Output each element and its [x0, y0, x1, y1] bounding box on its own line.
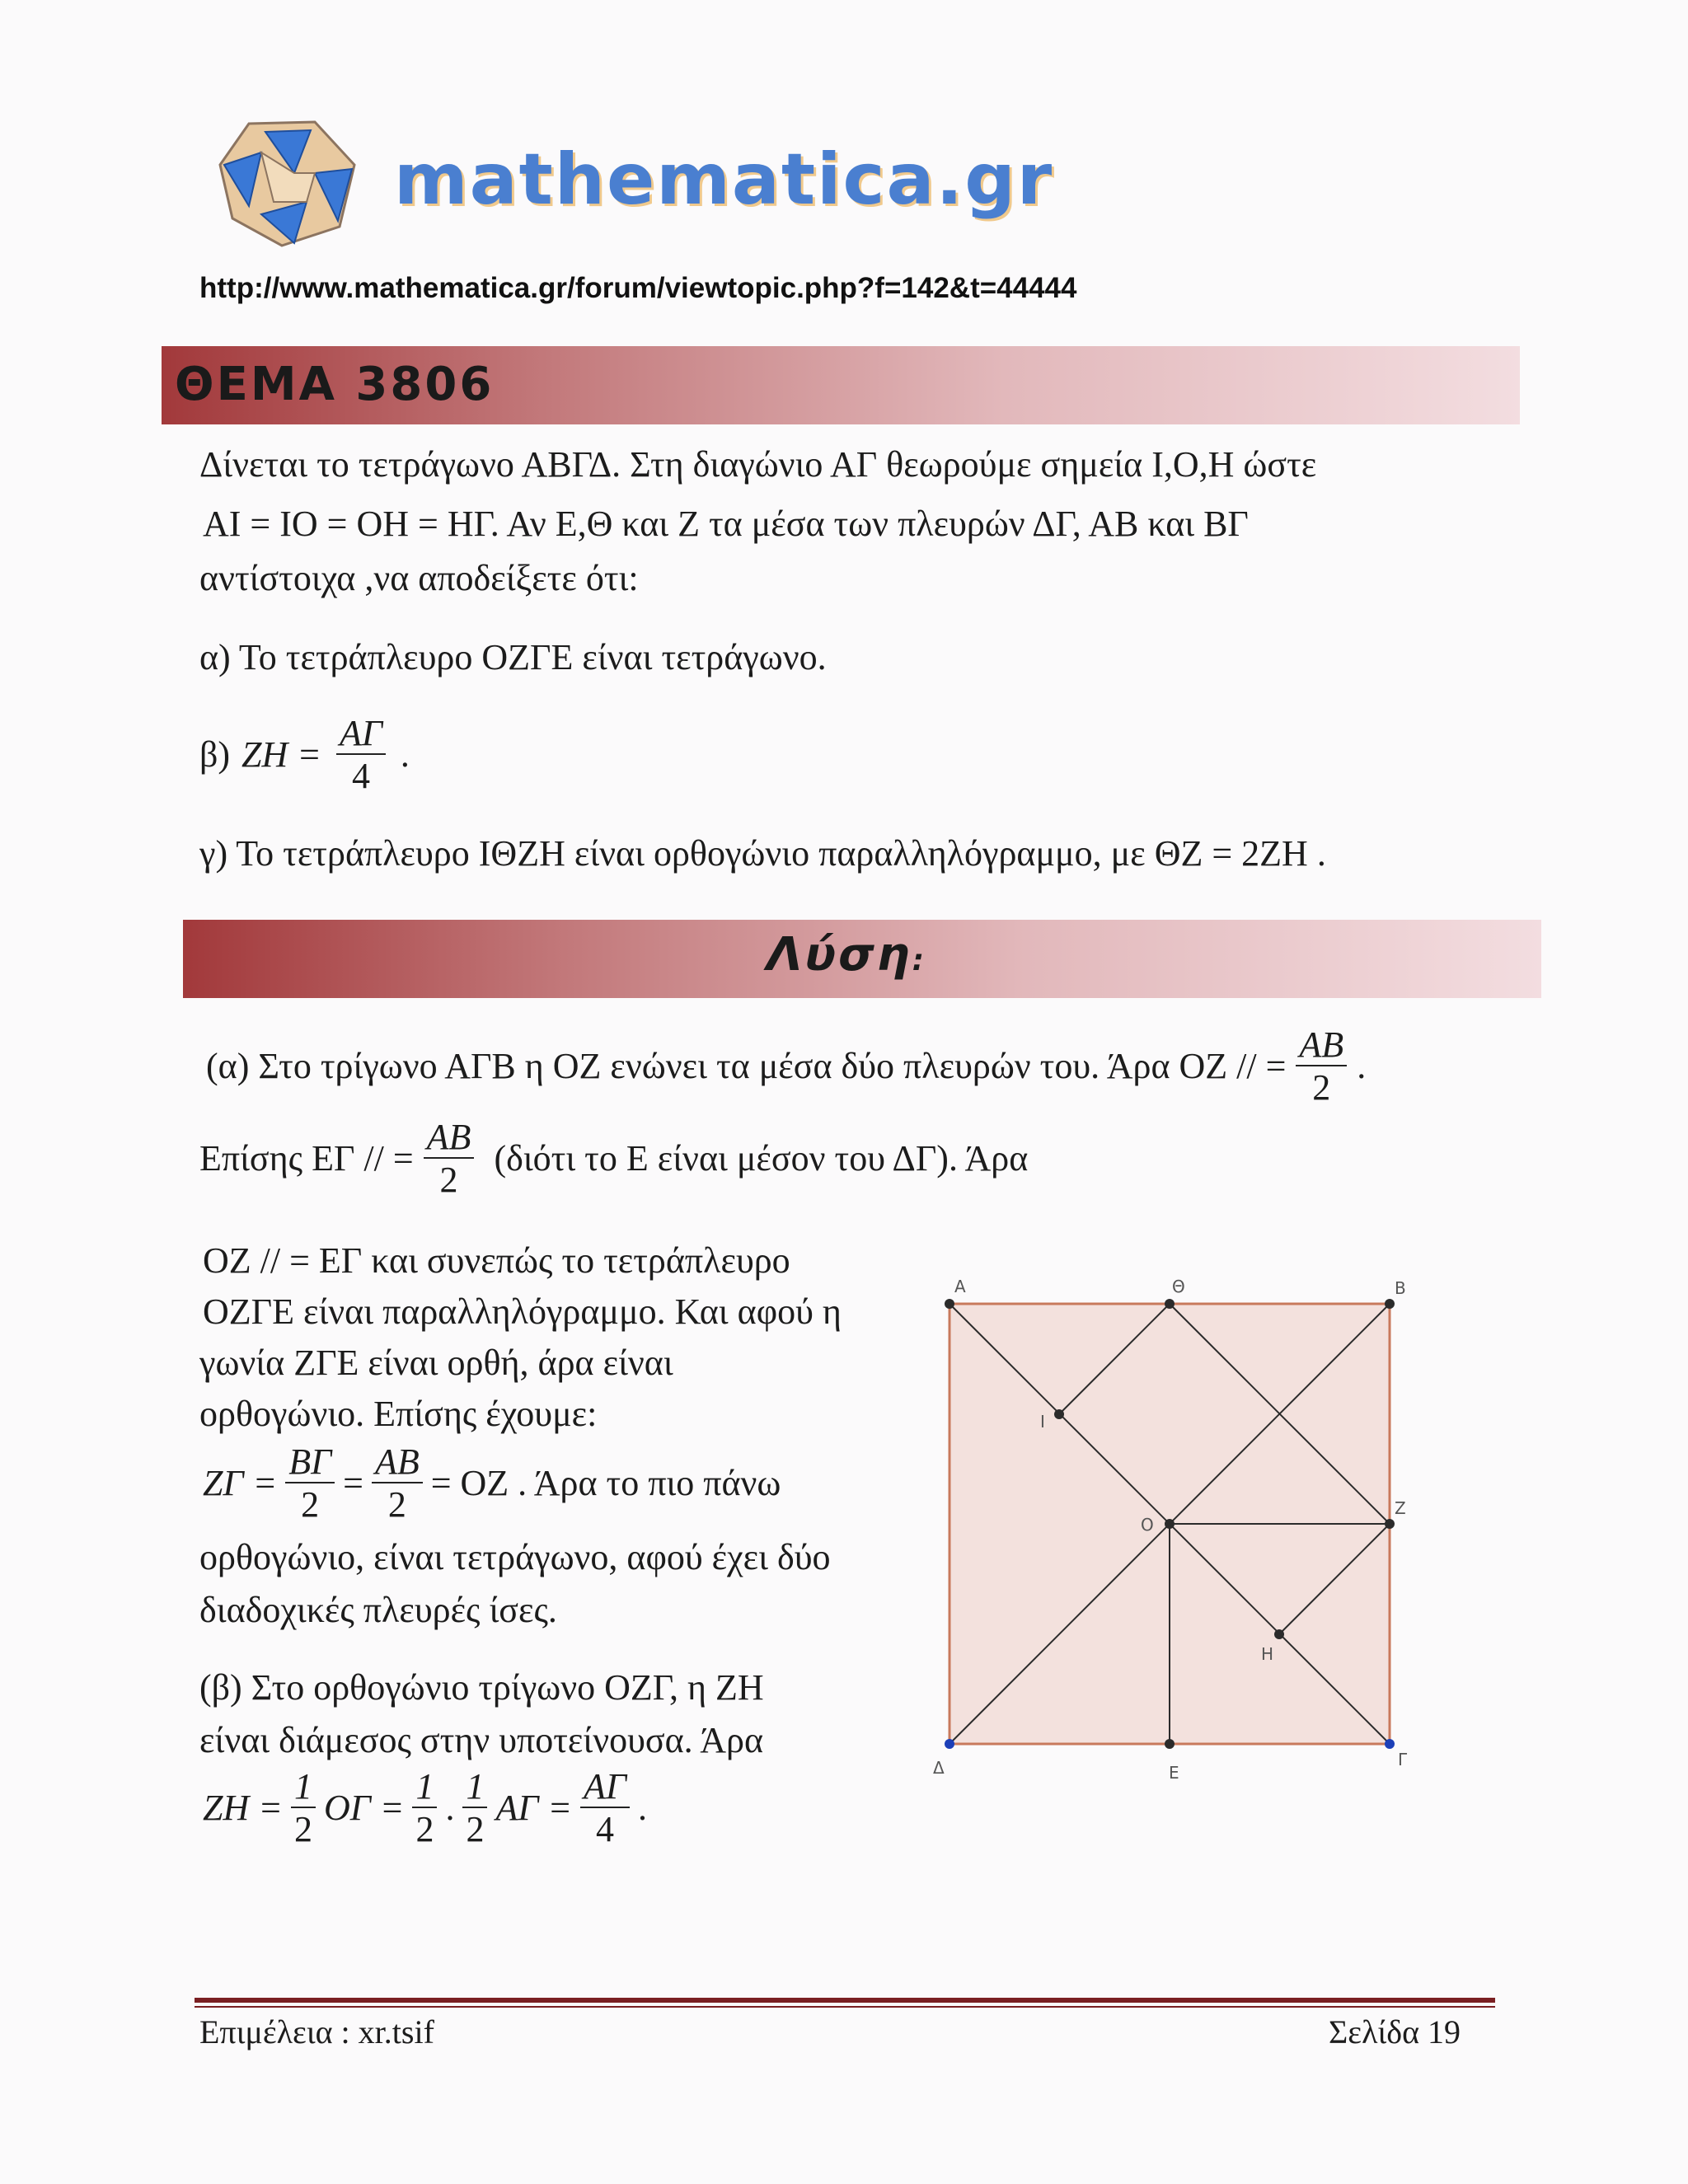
- solution-title-colon: :: [912, 944, 927, 977]
- solution-line-12-num-3: 1: [462, 1769, 487, 1808]
- problem-intro-line-1: Δίνεται το τετράγωνο ΑΒΓΔ. Στη διαγώνιο ΑΓ θεωρούμε σημεία Ι,Ο,Η ώστε: [199, 444, 1317, 485]
- part-b-numerator: ΑΓ: [336, 715, 386, 755]
- solution-line-12-lhs: ΖΗ =: [203, 1788, 283, 1828]
- label-delta: Δ: [933, 1758, 945, 1778]
- solution-line-1: [206, 1024, 1367, 1108]
- solution-line-7-lhs: ΖΓ =: [203, 1463, 278, 1503]
- square-figure: [923, 1269, 1451, 1797]
- solution-line-10: (β) Στο ορθογώνιο τρίγωνο ΟΖΓ, η ΖΗ: [199, 1667, 764, 1708]
- polyhedron-logo-icon: [216, 115, 360, 247]
- label-gamma: Γ: [1398, 1750, 1408, 1769]
- problem-part-b: [199, 715, 410, 794]
- solution-line-7-num-2: ΑΒ: [372, 1444, 423, 1483]
- solution-line-2-numerator: ΑΒ: [424, 1119, 475, 1159]
- point-i: [1054, 1409, 1064, 1419]
- logo: [216, 115, 360, 247]
- part-b-denominator: 4: [351, 756, 370, 796]
- problem-part-c: γ) Το τετράπλευρο ΙΘΖΗ είναι ορθογώνιο παραλληλόγραμμο, με ΘΖ = 2ΖΗ .: [199, 833, 1326, 874]
- solution-line-3: ΟΖ // = ΕΓ και συνεπώς το τετράπλευρο: [203, 1240, 790, 1281]
- solution-line-2-text: Επίσης ΕΓ // =: [199, 1138, 414, 1179]
- solution-line-7-end: = ΟΖ . Άρα το πιο πάνω: [430, 1463, 781, 1503]
- solution-line-7-fraction-1: [285, 1441, 335, 1525]
- point-theta: [1165, 1299, 1175, 1309]
- part-b-period: .: [400, 734, 410, 775]
- label-b: Β: [1395, 1278, 1406, 1298]
- solution-line-12-fraction-2: [412, 1766, 437, 1849]
- solution-line-12-den-3: 2: [466, 1809, 485, 1849]
- solution-line-1-denominator: 2: [1312, 1067, 1331, 1108]
- solution-line-1-text: (α) Στο τρίγωνο ΑΓΒ η ΟΖ ενώνει τα μέσα δύο πλευρών του. Άρα ΟΖ // =: [206, 1046, 1287, 1086]
- solution-line-5: γωνία ΖΓΕ είναι ορθή, άρα είναι: [199, 1343, 673, 1383]
- solution-line-2-denominator: 2: [439, 1160, 458, 1200]
- point-a: [945, 1299, 954, 1309]
- solution-line-7-den-2: 2: [387, 1484, 406, 1525]
- solution-line-12-period: .: [637, 1788, 647, 1828]
- solution-line-12-den-1: 2: [293, 1809, 312, 1849]
- solution-line-7-num-1: ΒΓ: [285, 1444, 335, 1483]
- solution-line-2-fraction: [424, 1119, 475, 1198]
- solution-line-1-fraction: [1296, 1024, 1347, 1108]
- label-z: Ζ: [1395, 1498, 1406, 1518]
- solution-line-2-end: (διότι το Ε είναι μέσον του ΔΓ). Άρα: [494, 1138, 1029, 1179]
- part-b-label: β): [199, 734, 231, 775]
- solution-line-12-dot: .: [445, 1788, 455, 1828]
- solution-line-12-fraction-3: [462, 1766, 487, 1849]
- solution-line-7-fraction-2: [372, 1441, 423, 1525]
- solution-line-1-numerator: ΑΒ: [1296, 1027, 1347, 1066]
- label-i: Ι: [1040, 1412, 1045, 1432]
- solution-line-12-fraction-1: [291, 1766, 316, 1849]
- solution-line-2: [199, 1119, 1028, 1198]
- footer-page-number: Σελίδα 19: [1329, 2013, 1461, 2050]
- label-o: Ο: [1141, 1515, 1154, 1535]
- solution-line-7-equals: =: [343, 1463, 363, 1503]
- solution-line-12-num-4: ΑΓ: [580, 1769, 630, 1808]
- part-b-lhs: ΖΗ =: [241, 734, 321, 775]
- solution-line-4: ΟΖΓΕ είναι παραλληλόγραμμο. Και αφού η: [203, 1291, 842, 1332]
- problem-intro-line-3: αντίστοιχα ,να αποδείξετε ότι:: [199, 558, 639, 598]
- solution-line-11: είναι διάμεσος στην υποτείνουσα. Άρα: [199, 1720, 764, 1760]
- solution-line-7: [203, 1441, 781, 1525]
- point-z: [1385, 1519, 1395, 1529]
- solution-line-12-num-1: 1: [291, 1769, 316, 1808]
- point-gamma: [1385, 1739, 1395, 1749]
- source-url[interactable]: http://www.mathematica.gr/forum/viewtopic.php?f=142&t=44444: [199, 272, 1077, 304]
- point-delta: [945, 1739, 954, 1749]
- point-o: [1165, 1519, 1175, 1529]
- solution-line-12-mid-2: ΑΓ =: [495, 1788, 573, 1828]
- label-theta: Θ: [1172, 1277, 1185, 1296]
- solution-line-12-mid-1: ΟΓ =: [323, 1788, 405, 1828]
- problem-part-a: α) Το τετράπλευρο ΟΖΓΕ είναι τετράγωνο.: [199, 637, 827, 677]
- problem-title: ΘΕΜΑ 3806: [175, 358, 495, 411]
- label-h: Η: [1261, 1644, 1274, 1664]
- solution-title-text: Λύση: [767, 928, 912, 982]
- solution-line-1-period: .: [1357, 1046, 1367, 1086]
- point-b: [1385, 1299, 1395, 1309]
- solution-line-7-den-1: 2: [301, 1484, 320, 1525]
- logo-text: mathematica.gr: [394, 138, 1054, 221]
- part-b-fraction: [336, 715, 386, 794]
- point-h: [1274, 1629, 1284, 1639]
- footer-author: Επιμέλεια : xr.tsif: [199, 2013, 434, 2050]
- solution-line-12-num-2: 1: [412, 1769, 437, 1808]
- label-a: Α: [954, 1277, 966, 1296]
- solution-title: [767, 928, 926, 982]
- solution-line-6: ορθογώνιο. Επίσης έχουμε:: [199, 1394, 598, 1434]
- footer-rule-thick: [195, 1998, 1495, 2003]
- solution-line-12-den-2: 2: [415, 1809, 434, 1849]
- solution-line-9: διαδοχικές πλευρές ίσες.: [199, 1590, 557, 1630]
- solution-line-12-den-4: 4: [596, 1809, 614, 1849]
- solution-line-12-fraction-4: [580, 1766, 630, 1849]
- footer-rule-thin: [195, 2006, 1495, 2008]
- problem-intro-line-2: ΑΙ = ΙΟ = ΟΗ = ΗΓ. Αν Ε,Θ και Ζ τα μέσα των πλευρών ΔΓ, ΑΒ και ΒΓ: [203, 504, 1249, 544]
- solution-line-12: [203, 1766, 647, 1849]
- solution-line-8: ορθογώνιο, είναι τετράγωνο, αφού έχει δύο: [199, 1537, 831, 1577]
- point-e: [1165, 1739, 1175, 1749]
- label-e: Ε: [1169, 1763, 1179, 1783]
